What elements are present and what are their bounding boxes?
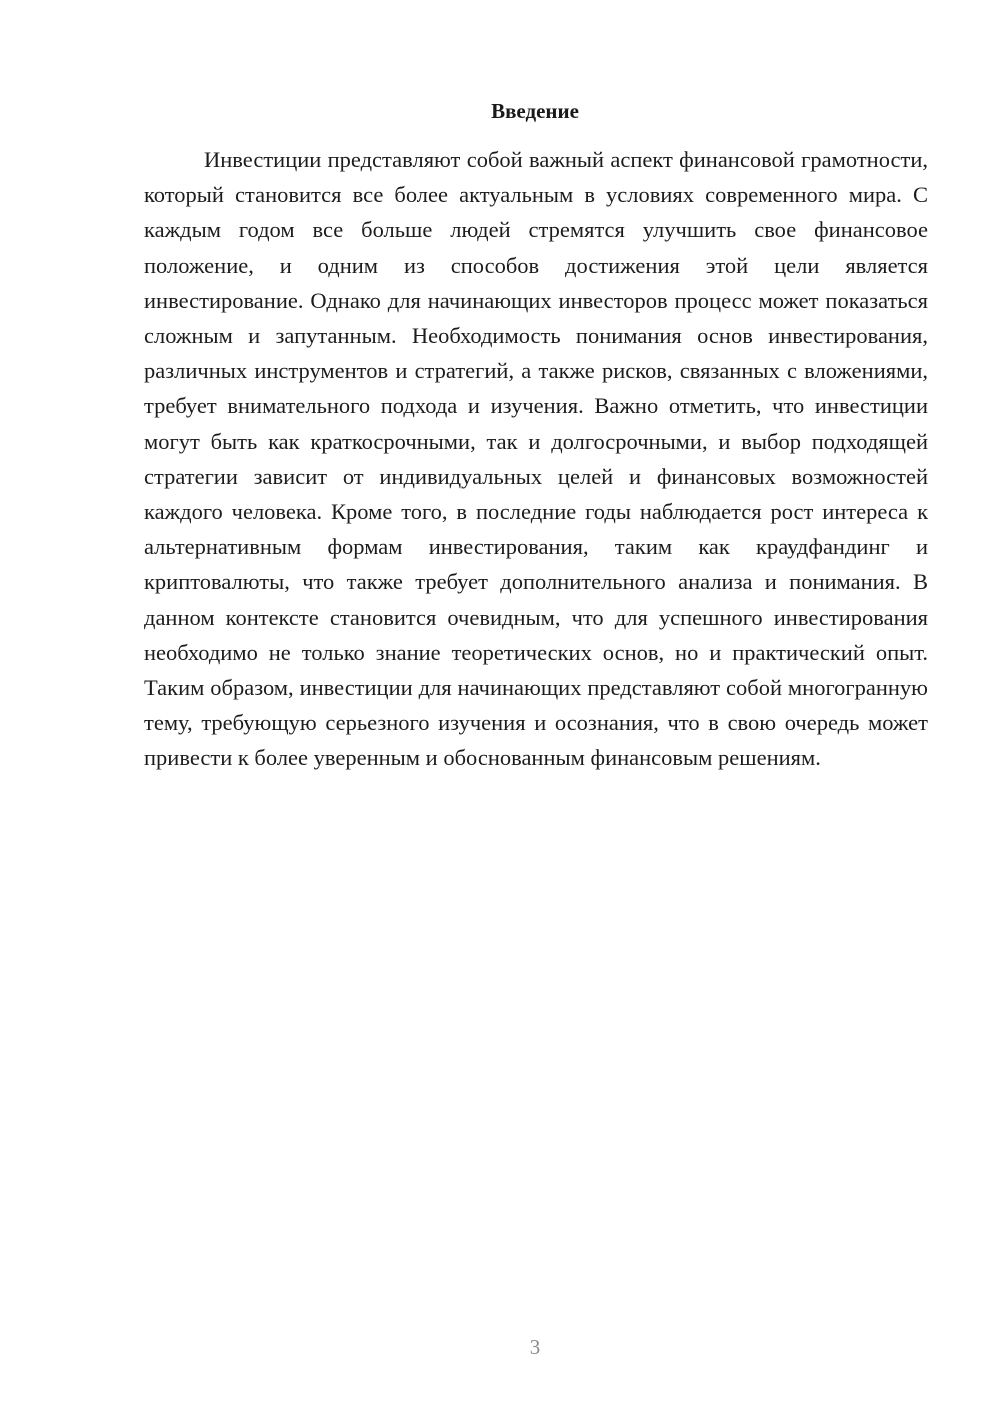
section-heading: Введение: [491, 99, 579, 123]
page-number: 3: [529, 1335, 541, 1359]
intro-paragraph: Инвестиции представляют собой важный аспект финансовой грамотности, который становится все более актуальным в условиях современного мира. С каждым годом все больше людей стремятся улучшить свое финансовое положение, и одним из способов достижения этой цели является инвестирование. Однако для начинающих инвесторов процесс может показаться сложным и запутанным. Необходимость понимания основ инвестирования, различных инструментов и стратегий, а также рисков, связанных с вложениями, требует внимательного подхода и изучения. Важно отметить, что инвестиции могут быть как краткосрочными, так и долгосрочными, и выбор подходящей стратегии зависит от индивидуальных целей и финансовых возможностей каждого человека. Кроме того, в последние годы наблюдается рост интереса к альтернативным формам инвестирования, таким как краудфандинг и криптовалюты, что также требует дополнительного анализа и понимания. В данном контексте становится очевидным, что для успешного инвестирования необходимо не только знание теоретических основ, но и практический опыт. Таким образом, инвестиции для начинающих представляют собой многогранную тему, требующую серьезного изучения и осознания, что в свою очередь может привести к более уверенным и обоснованным финансовым решениям.: [144, 147, 928, 771]
